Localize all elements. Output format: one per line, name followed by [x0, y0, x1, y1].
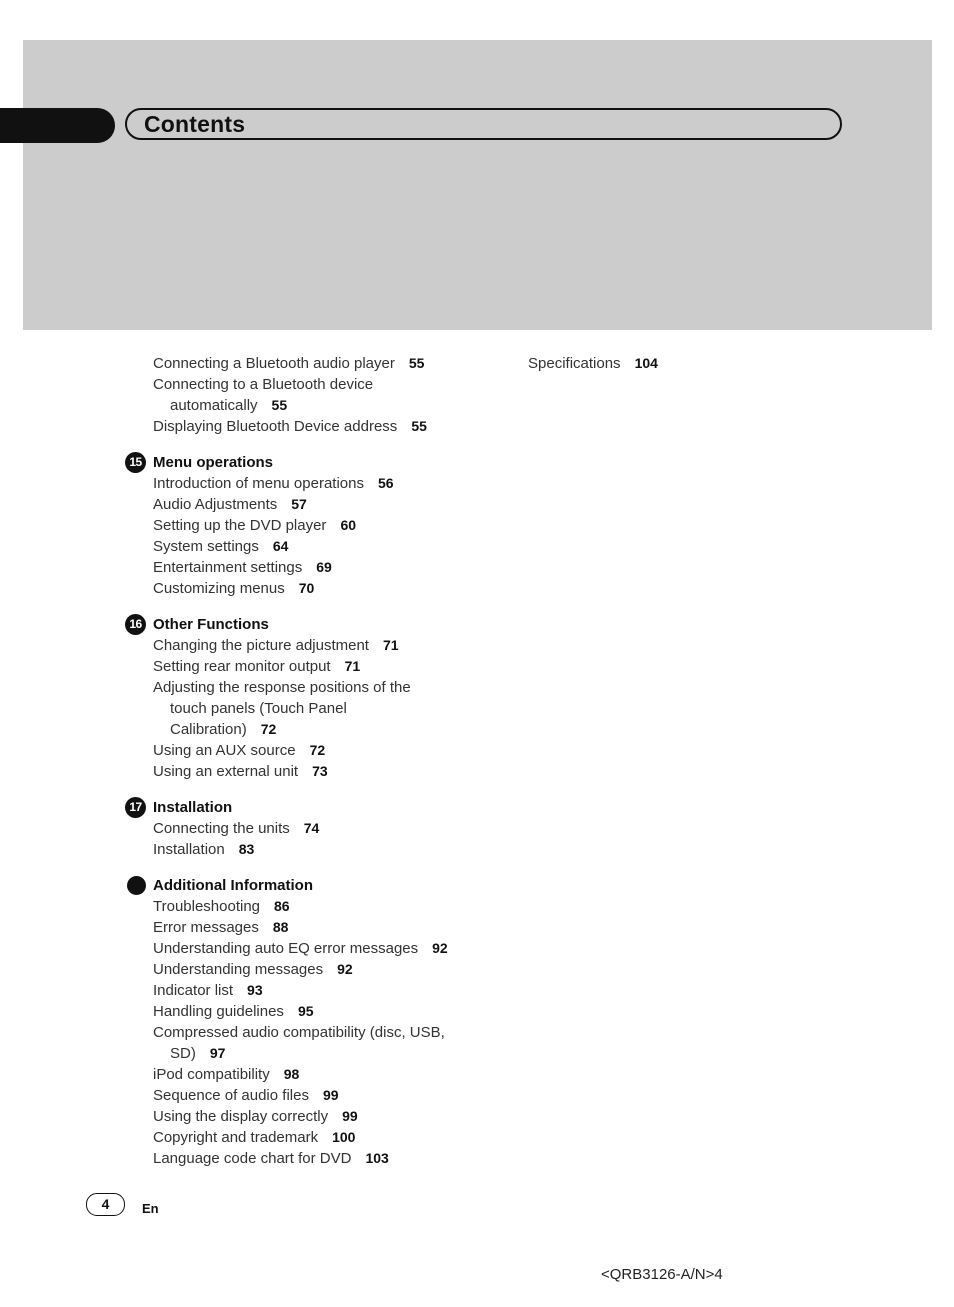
toc-page-number: 55	[408, 355, 425, 371]
toc-page-number: 60	[340, 517, 357, 533]
toc-entry-text: Installation	[153, 841, 225, 858]
toc-entry-text: Understanding auto EQ error messages	[153, 940, 419, 957]
toc-entry[interactable]	[170, 698, 347, 719]
toc-page-number: 57	[291, 496, 307, 512]
toc-entry[interactable]	[153, 374, 373, 395]
toc-page-number: 71	[344, 658, 361, 674]
toc-entry-text: Setting rear monitor output	[153, 658, 331, 675]
toc-entry[interactable]	[153, 536, 288, 557]
toc-entry[interactable]	[153, 896, 290, 917]
toc-entry-text: System settings	[153, 538, 259, 555]
toc-page-number: 86	[274, 898, 290, 914]
section-title[interactable]: Installation	[153, 799, 233, 816]
toc-page-number: 99	[322, 1087, 339, 1103]
toc-page-number: 74	[303, 820, 320, 836]
toc-entry[interactable]	[153, 740, 325, 761]
toc-entry[interactable]	[153, 1148, 389, 1169]
toc-entry[interactable]	[153, 938, 448, 959]
toc-entry-text: Connecting to a Bluetooth device	[153, 376, 374, 393]
toc-entry[interactable]	[153, 656, 360, 677]
header-band	[23, 40, 932, 330]
toc-entry-text: Language code chart for DVD	[153, 1150, 352, 1167]
toc-entry-text: Audio Adjustments	[153, 496, 278, 513]
toc-entry[interactable]	[153, 1127, 355, 1148]
toc-entry-text: Understanding messages	[153, 961, 324, 978]
section-badge: 16	[125, 614, 146, 635]
document-code: <QRB3126-A/N>4	[601, 1266, 723, 1283]
toc-entry[interactable]	[170, 1043, 225, 1064]
toc-entry[interactable]	[528, 353, 658, 374]
toc-entry-text: Troubleshooting	[153, 898, 261, 915]
toc-page-number: 55	[271, 397, 288, 413]
toc-entry-text: touch panels (Touch Panel	[170, 700, 347, 717]
page-title: Contents	[144, 111, 246, 137]
section-title[interactable]: Menu operations	[153, 454, 274, 471]
toc-entry[interactable]	[153, 1085, 339, 1106]
toc-entry-text: Connecting a Bluetooth audio player	[153, 355, 395, 372]
toc-page-number: 99	[342, 1108, 358, 1124]
toc-entry-text: Adjusting the response positions of the	[153, 679, 411, 696]
toc-page-number: 93	[247, 982, 263, 998]
toc-page-number: 92	[432, 940, 448, 956]
toc-page-number: 92	[337, 961, 353, 977]
section-badge: 17	[125, 797, 146, 818]
toc-entry[interactable]	[153, 635, 399, 656]
toc-page-number: 98	[283, 1066, 300, 1082]
toc-entry-text: Sequence of audio files	[153, 1087, 309, 1104]
section-title[interactable]: Additional Information	[153, 877, 313, 894]
toc-entry[interactable]	[153, 494, 307, 515]
toc-entry[interactable]	[170, 395, 287, 416]
section-title[interactable]: Other Functions	[153, 616, 269, 633]
toc-entry[interactable]	[153, 917, 288, 938]
toc-entry[interactable]	[153, 761, 328, 782]
toc-page-number: 95	[297, 1003, 314, 1019]
toc-page-number: 70	[298, 580, 315, 596]
toc-entry-text: Using an external unit	[153, 763, 299, 780]
toc-entry-text: Customizing menus	[153, 580, 285, 597]
toc-entry[interactable]	[153, 578, 314, 599]
toc-entry[interactable]	[153, 1064, 299, 1085]
toc-entry[interactable]	[170, 719, 276, 740]
toc-entry[interactable]	[153, 839, 254, 860]
toc-entry-text: Using an AUX source	[153, 742, 296, 759]
toc-entry-text: Error messages	[153, 919, 259, 936]
toc-page-number: 88	[272, 919, 289, 935]
toc-page-number: 100	[332, 1129, 356, 1145]
toc-entry-text: Connecting the units	[153, 820, 290, 837]
toc-entry-text: automatically	[170, 397, 258, 414]
toc-page-number: 83	[238, 841, 255, 857]
toc-entry[interactable]	[153, 515, 356, 536]
toc-entry-text: iPod compatibility	[153, 1066, 270, 1083]
toc-page-number: 64	[272, 538, 289, 554]
toc-entry[interactable]	[153, 557, 332, 578]
toc-page-number: 103	[365, 1150, 389, 1166]
toc-entry-text: Indicator list	[153, 982, 234, 999]
toc-entry[interactable]	[153, 473, 394, 494]
toc-entry[interactable]	[153, 353, 424, 374]
toc-page-number: 56	[377, 475, 394, 491]
toc-entry-text: Displaying Bluetooth Device address	[153, 418, 398, 435]
toc-entry[interactable]	[153, 980, 263, 1001]
toc-entry-text: Using the display correctly	[153, 1108, 329, 1125]
toc-entry[interactable]	[153, 1106, 358, 1127]
page-number: 4	[86, 1193, 125, 1216]
toc-page-number: 73	[312, 763, 328, 779]
toc-entry[interactable]	[153, 959, 353, 980]
toc-entry-text: Introduction of menu operations	[153, 475, 364, 492]
toc-page-number: 69	[316, 559, 332, 575]
toc-entry-text: Specifications	[528, 355, 621, 372]
toc-entry[interactable]	[153, 818, 319, 839]
toc-entry[interactable]	[153, 416, 427, 437]
toc-entry-text: Calibration)	[170, 721, 247, 738]
toc-entry-text: Copyright and trademark	[153, 1129, 319, 1146]
language-code: En	[142, 1201, 159, 1216]
toc-entry-text: Entertainment settings	[153, 559, 303, 576]
toc-page-number: 72	[260, 721, 277, 737]
toc-page-number: 104	[634, 355, 658, 371]
toc-entry-text: Setting up the DVD player	[153, 517, 327, 534]
toc-entry-text: Handling guidelines	[153, 1003, 284, 1020]
toc-entry[interactable]	[153, 1022, 445, 1043]
toc-entry-text: Changing the picture adjustment	[153, 637, 369, 654]
title-pill	[125, 108, 842, 140]
toc-entry[interactable]	[153, 677, 411, 698]
toc-page-number: 55	[411, 418, 427, 434]
toc-entry[interactable]	[153, 1001, 314, 1022]
chapter-tab	[0, 108, 115, 143]
toc-page-number: 71	[382, 637, 399, 653]
toc-entry-text: SD)	[170, 1045, 196, 1062]
section-badge	[127, 876, 146, 895]
toc-page-number: 97	[209, 1045, 226, 1061]
section-badge: 15	[125, 452, 146, 473]
toc-page-number: 72	[309, 742, 326, 758]
toc-entry-text: Compressed audio compatibility (disc, USB,	[153, 1024, 445, 1041]
